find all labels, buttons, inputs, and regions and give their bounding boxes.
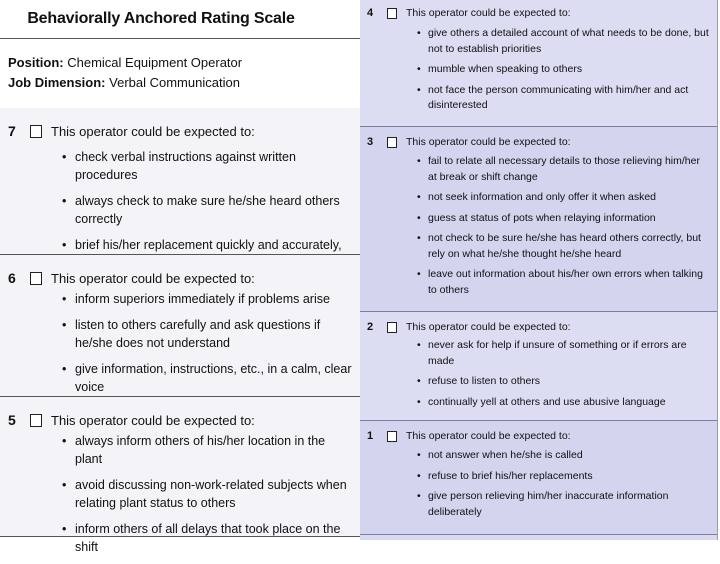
level-1-block [360, 421, 717, 535]
level-5-checkbox[interactable] [30, 414, 42, 427]
level-5-number: 5 [8, 412, 16, 428]
page-title: Behaviorally Anchored Rating Scale [27, 10, 295, 27]
level-3-number: 3 [367, 136, 374, 148]
level-3-list [417, 154, 711, 303]
level-1-list [417, 448, 711, 525]
level-5-list [62, 432, 354, 564]
list-item: • check verbal instructions against written procedures [62, 148, 354, 184]
list-item: • give others a detailed account of what needs to be done, but not to establish priorities [417, 26, 711, 57]
level-2-header [367, 320, 571, 334]
list-item: • refuse to listen to others [417, 374, 711, 390]
list-item: • continually yell at others and use abusive language [417, 395, 711, 411]
level-4-header [367, 6, 571, 20]
level-7-header [8, 122, 255, 140]
list-item: • not answer when he/she is called [417, 448, 711, 464]
level-2-number: 2 [367, 321, 374, 333]
dimension-line [8, 73, 360, 93]
level-7-checkbox[interactable] [30, 125, 42, 138]
list-item: • not seek information and only offer it when asked [417, 190, 711, 206]
list-item: • always check to make sure he/she heard others correctly [62, 192, 354, 228]
title-block [0, 0, 360, 39]
level-7-block [0, 108, 360, 255]
level-2-block [360, 312, 717, 421]
list-item: • refuse to brief his/her replacements [417, 469, 711, 485]
list-item: • leave out information about his/her own errors when talking to others [417, 267, 711, 298]
level-6-list [62, 290, 354, 404]
list-item: • avoid discussing non-work-related subjects when relating plant status to others [62, 476, 354, 512]
list-item: • listen to others carefully and ask questions if he/she does not understand [62, 316, 354, 352]
list-item: • inform superiors immediately if problems arise [62, 290, 354, 308]
level-7-number: 7 [8, 123, 16, 139]
level-6-lead: This operator could be expected to: [51, 270, 255, 286]
level-1-checkbox[interactable] [387, 431, 397, 442]
position-value: Chemical Equipment Operator [67, 55, 243, 70]
position-line [8, 53, 360, 73]
level-3-header [367, 135, 571, 149]
level-4-block [360, 0, 717, 127]
dimension-label: Job Dimension: [8, 75, 106, 90]
level-3-block [360, 127, 717, 312]
level-5-block [0, 397, 360, 554]
level-2-checkbox[interactable] [387, 322, 397, 333]
level-5-lead: This operator could be expected to: [51, 412, 255, 428]
level-2-list [417, 338, 711, 415]
level-6-block [0, 255, 360, 397]
list-item: • brief his/her replacement quickly and accurately, [62, 236, 354, 272]
left-column [0, 0, 361, 554]
level-1-header [367, 429, 571, 443]
level-3-lead: This operator could be expected to: [406, 136, 571, 148]
list-item: • guess at status of pots when relaying information [417, 211, 711, 227]
level-6-checkbox[interactable] [30, 272, 42, 285]
right-column [360, 0, 718, 540]
level-3-checkbox[interactable] [387, 137, 397, 148]
list-item: • always inform others of his/her location in the plant [62, 432, 354, 468]
level-4-checkbox[interactable] [387, 8, 397, 19]
level-4-number: 4 [367, 7, 374, 19]
level-6-header [8, 269, 255, 287]
dimension-value: Verbal Communication [109, 75, 240, 90]
list-item: • never ask for help if unsure of something or if errors are made [417, 338, 711, 369]
list-item: • give person relieving him/her inaccurate information deliberately [417, 489, 711, 520]
level-6-number: 6 [8, 270, 16, 286]
list-item: • give information, instructions, etc., in a calm, clear voice [62, 360, 354, 396]
level-4-list [417, 26, 711, 119]
list-item: • mumble when speaking to others [417, 62, 711, 78]
level-1-number: 1 [367, 430, 374, 442]
list-item: • inform others of all delays that took place on the shift [62, 520, 354, 556]
level-4-lead: This operator could be expected to: [406, 7, 571, 19]
level-7-lead: This operator could be expected to: [51, 123, 255, 139]
job-info [0, 39, 360, 109]
list-item: • fail to relate all necessary details to those relieving him/her at break or shift change [417, 154, 711, 185]
level-1-lead: This operator could be expected to: [406, 430, 571, 442]
position-label: Position: [8, 55, 64, 70]
level-2-lead: This operator could be expected to: [406, 321, 571, 333]
list-item: • not face the person communicating with him/her and act disinterested [417, 83, 711, 114]
list-item: • not check to be sure he/she has heard others correctly, but rely on what he/she thought he/she heard [417, 231, 711, 262]
level-5-header [8, 411, 255, 429]
